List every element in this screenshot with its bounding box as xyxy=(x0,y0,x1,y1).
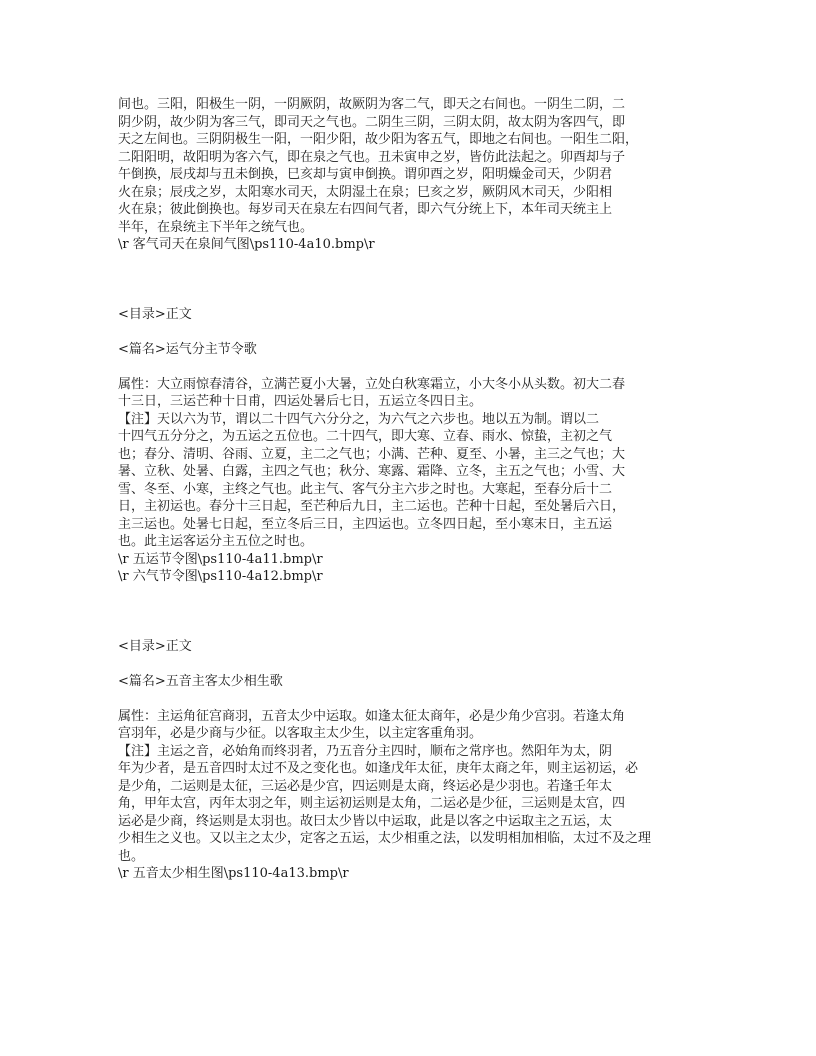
text-line: 半年，在泉统主下半年之统气也。 xyxy=(118,219,314,235)
spacer xyxy=(118,655,708,673)
note-line: 也。 xyxy=(118,848,145,864)
image-reference: \r 六气节令图\ps110-4a12.bmp\r xyxy=(118,569,323,584)
section-1-body xyxy=(118,96,708,254)
spacer xyxy=(118,586,708,638)
image-reference: \r 客气司天在泉间气图\ps110-4a10.bmp\r xyxy=(118,237,375,252)
spacer xyxy=(118,358,708,376)
text-line: 午倒换，辰戌却与丑未倒换，巳亥却与寅申倒换。谓卯酉之岁，阳明燥金司天，少阴君 xyxy=(118,167,613,182)
note-line: 暑、立秋、处暑、白露，主四之气也；秋分、寒露、霜降、立冬，主五之气也；小雪、大 xyxy=(118,464,626,479)
note-line: 少相生之义也。又以主之太少，定客之五运，太少相重之法，以发明相加相临，太过不及之理 xyxy=(118,831,652,846)
catalog-label: <目录>正文 xyxy=(118,638,192,654)
image-reference: \r 五音太少相生图\ps110-4a13.bmp\r xyxy=(118,866,349,881)
text-line: 天之左间也。三阴阴极生一阳，一阳少阳，故少阳为客五气，即地之右间也。一阳生二阳， xyxy=(118,132,639,147)
note-line: 雪、冬至、小寒，主终之气也。此主气、客气分主六步之时也。大寒起，至春分后十二 xyxy=(118,481,613,497)
section-3 xyxy=(118,638,708,883)
note-line: 年为少者，是五音四时太过不及之变化也。如逢戊年太征，庚年太商之年，则主运初运，必 xyxy=(118,761,639,776)
note-line: 是少角，二运则是太征，三运必是少宫，四运则是太商，终运必是少羽也。若逢壬年太 xyxy=(118,778,613,794)
spacer xyxy=(118,690,708,708)
document-page xyxy=(118,96,708,883)
text-line: 间也。三阳，阳极生一阴，一阴厥阴，故厥阴为客二气，即天之右间也。一阴生二阴，二 xyxy=(118,97,626,112)
note-line: 十四气五分分之，为五运之五位也。二十四气，即大寒、立春、雨水、惊蛰，主初之气 xyxy=(118,429,613,444)
note-line: 【注】主运之音，必始角而终羽者，乃五音分主四时，顺布之常序也。然阳年为太，阴 xyxy=(118,743,613,759)
note-line: 主三运也。处暑七日起，至立冬后三日，主四运也。立冬四日起，至小寒末日，主五运 xyxy=(118,516,613,532)
image-reference: \r 五运节令图\ps110-4a11.bmp\r xyxy=(118,551,323,567)
text-line: 阴少阴，故少阴为客三气，即司天之气也。二阴生三阴，三阴太阴，故太阴为客四气，即 xyxy=(118,114,626,130)
note-line: 运必是少商，终运则是太羽也。故曰太少皆以中运取，此是以客之中运取主之五运，太 xyxy=(118,813,613,829)
section-title: <篇名>五音主客太少相生歌 xyxy=(118,673,283,689)
section-title: <篇名>运气分主节令歌 xyxy=(118,341,257,357)
note-line: 也；春分、清明、谷雨、立夏，主二之气也；小满、芒种、夏至、小暑，主三之气也；大 xyxy=(118,446,626,462)
note-line: 角，甲年太宫，丙年太羽之年，则主运初运则是太角，二运必是少征，三运则是太宫，四 xyxy=(118,796,626,811)
attribute-line: 十三日，三运芒种十日甫，四运处暑后七日，五运立冬四日主。 xyxy=(118,394,483,409)
spacer xyxy=(118,254,708,306)
section-2 xyxy=(118,306,708,586)
text-line: 二阳阳明，故阳明为客六气，即在泉之气也。丑未寅申之岁，皆仿此法起之。卯酉却与子 xyxy=(118,149,626,165)
note-line: 日，主初运也。春分十三日起，至芒种后九日，主二运也。芒种十日起，至处暑后六日， xyxy=(118,499,626,514)
attribute-line: 属性：主运角征宫商羽，五音太少中运取。如逢太征太商年，必是少角少宫羽。若逢太角 xyxy=(118,708,626,724)
catalog-label: <目录>正文 xyxy=(118,306,192,322)
text-line: 火在泉；彼此倒换也。每岁司天在泉左右四间气者，即六气分统上下，本年司天统主上 xyxy=(118,202,613,217)
text-line: 火在泉；辰戌之岁，太阳寒水司天，太阴湿土在泉；巳亥之岁，厥阴风木司天，少阳相 xyxy=(118,184,613,200)
spacer xyxy=(118,323,708,341)
note-line: 也。此主运客运分主五位之时也。 xyxy=(118,534,314,549)
attribute-line: 宫羽年，必是少商与少征。以客取主太少生，以主定客重角羽。 xyxy=(118,726,483,741)
attribute-line: 属性：大立雨惊春清谷，立满芒夏小大暑，立处白秋寒霜立，小大冬小从头数。初大二春 xyxy=(118,376,626,392)
note-line: 【注】天以六为节，谓以二十四气六分分之，为六气之六步也。地以五为制。谓以二 xyxy=(118,411,600,427)
